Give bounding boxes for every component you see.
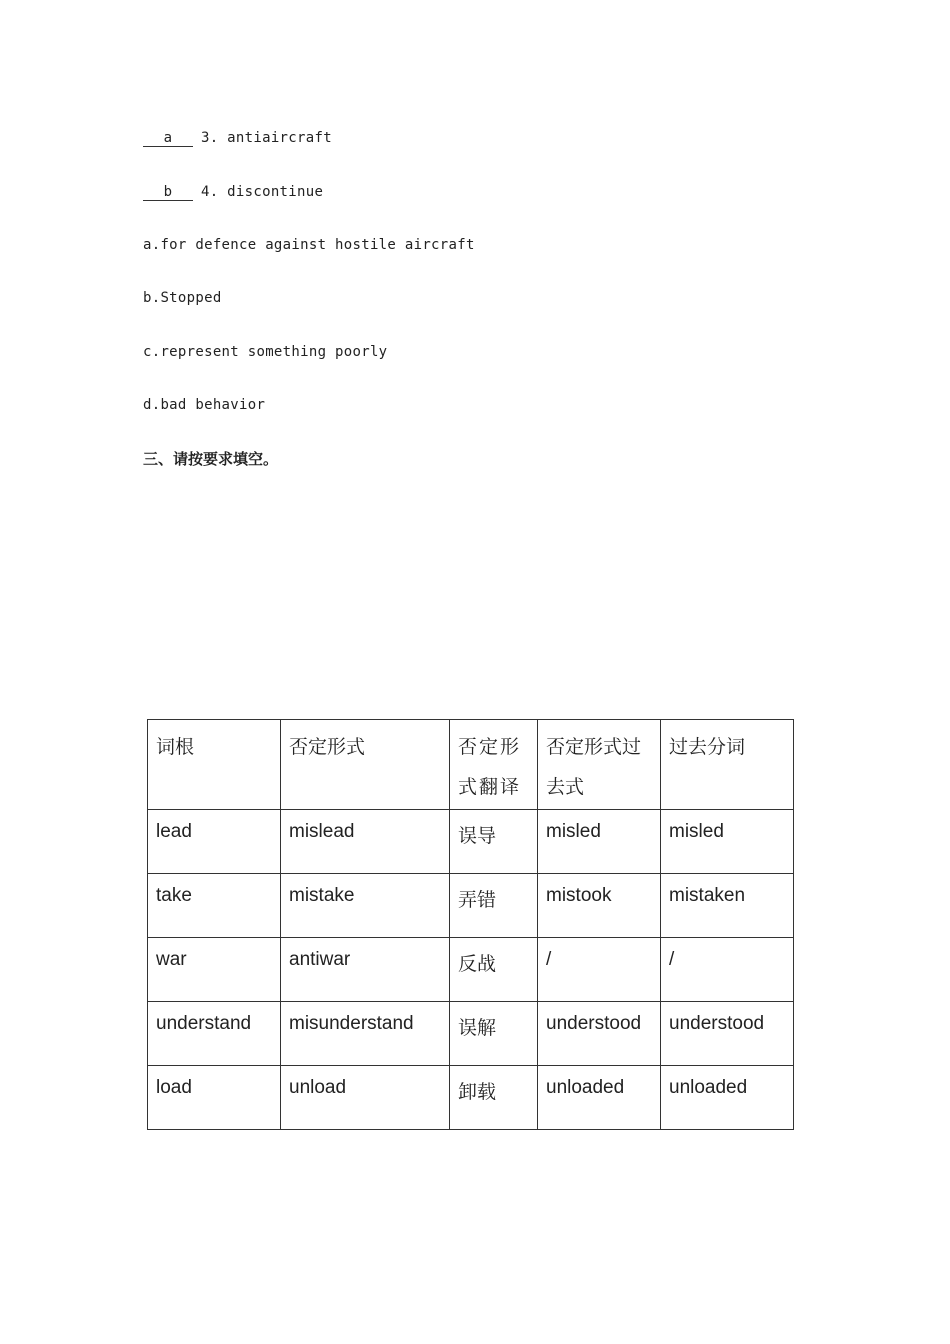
option-d: d.bad behavior — [143, 397, 266, 413]
option-c: c.represent something poorly — [143, 344, 388, 360]
table-cell: misled — [538, 810, 661, 874]
table-row — [148, 938, 794, 1002]
table-cell: antiwar — [281, 938, 450, 1002]
answer-blank[interactable]: a — [143, 130, 193, 147]
table-cell: misled — [661, 810, 794, 874]
table-cell: understand — [148, 1002, 281, 1066]
header-cell: 过去分词 — [661, 720, 794, 810]
answer-blank[interactable]: b — [143, 184, 193, 201]
matching-item-3 — [143, 128, 332, 148]
table-cell: 卸载 — [450, 1066, 538, 1130]
table-cell: misunderstand — [281, 1002, 450, 1066]
option-a: a.for defence against hostile aircraft — [143, 237, 475, 253]
table-cell: / — [661, 938, 794, 1002]
table-cell: take — [148, 874, 281, 938]
header-cell: 否定形式翻译 — [450, 720, 538, 810]
table-cell: mislead — [281, 810, 450, 874]
table-cell: 反战 — [450, 938, 538, 1002]
table-cell: understood — [661, 1002, 794, 1066]
table-row — [148, 1066, 794, 1130]
table-cell: mistook — [538, 874, 661, 938]
table-cell: unloaded — [538, 1066, 661, 1130]
table-cell: mistake — [281, 874, 450, 938]
table-cell: lead — [148, 810, 281, 874]
matching-item-4 — [143, 182, 323, 202]
table-cell: 误解 — [450, 1002, 538, 1066]
word-forms-table — [147, 719, 794, 1130]
table-cell: war — [148, 938, 281, 1002]
table-row — [148, 810, 794, 874]
table-cell: 弄错 — [450, 874, 538, 938]
table-cell: 误导 — [450, 810, 538, 874]
table-cell: understood — [538, 1002, 661, 1066]
table-cell: mistaken — [661, 874, 794, 938]
table-cell: unload — [281, 1066, 450, 1130]
header-cell: 否定形式 — [281, 720, 450, 810]
header-cell: 词根 — [148, 720, 281, 810]
table-cell: unloaded — [661, 1066, 794, 1130]
option-b: b.Stopped — [143, 290, 222, 306]
table-header-row — [148, 720, 794, 810]
table-row — [148, 1002, 794, 1066]
item-text: 4. discontinue — [201, 184, 324, 200]
item-text: 3. antiaircraft — [201, 130, 332, 146]
table-cell: load — [148, 1066, 281, 1130]
header-cell: 否定形式过去式 — [538, 720, 661, 810]
section-heading: 三、请按要求填空。 — [143, 450, 279, 468]
table-cell: / — [538, 938, 661, 1002]
table-row — [148, 874, 794, 938]
